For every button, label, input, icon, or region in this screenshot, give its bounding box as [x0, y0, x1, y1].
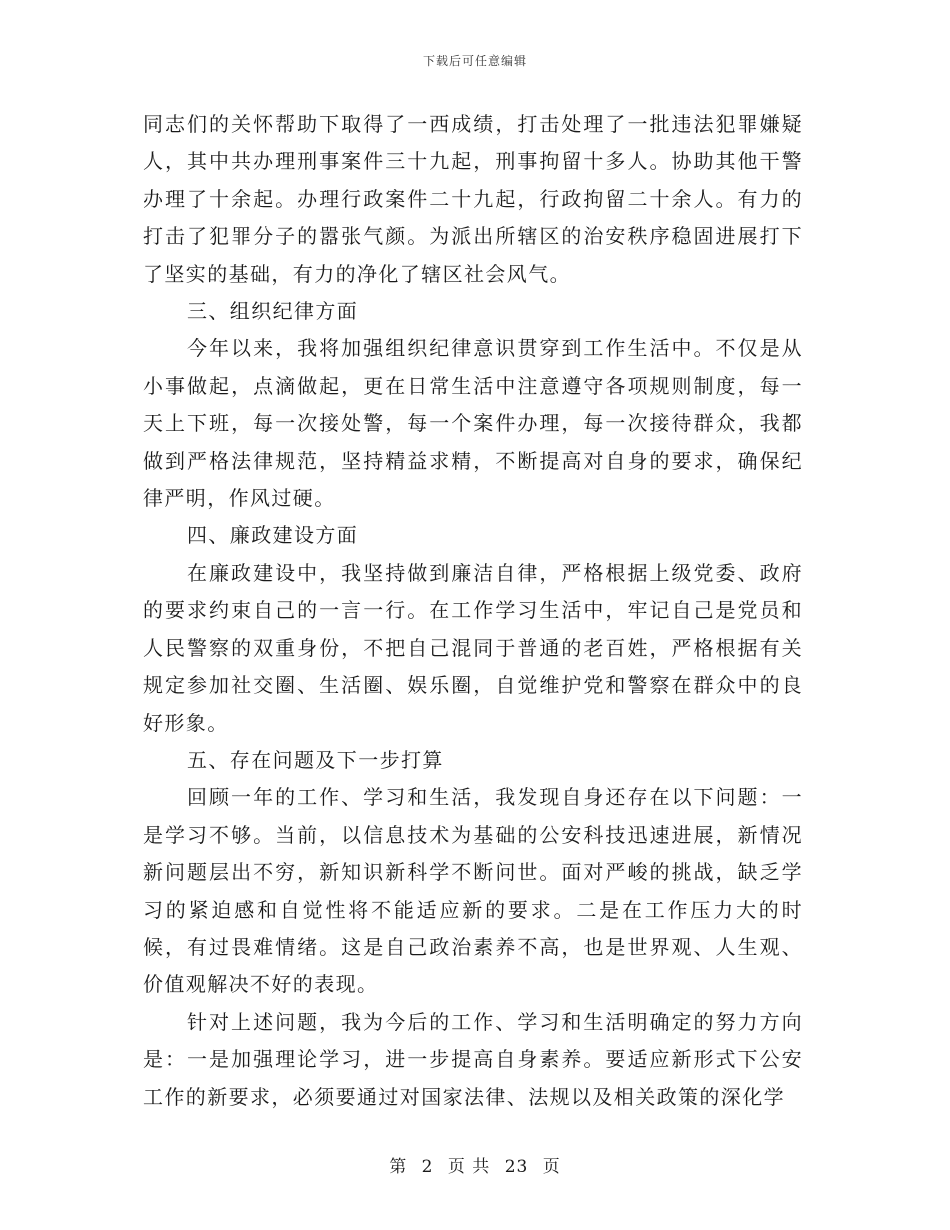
- section-heading: 五、存在问题及下一步打算: [187, 747, 444, 772]
- body-paragraph: 在廉政建设中，我坚持做到廉洁自律，严格根据上级党委、政府的要求约束自己的一言一行。在工作学习生活中，牢记自己是党员和人民警察的双重身份，不把自己混同于普通的老百姓，严格根据有关规定参加社交圈、生活圈、娱乐圈，自觉维护党和警察在群众中的良好形象。: [143, 560, 803, 735]
- page-footer: [0, 1152, 950, 1177]
- section-heading: 三、组织纪律方面: [187, 299, 359, 324]
- body-paragraph: 回顾一年的工作、学习和生活，我发现自身还存在以下问题：一是学习不够。当前，以信息技术为基础的公安科技迅速进展，新情况新问题层出不穷，新知识新科学不断问世。面对严峻的挑战，缺乏学习的紧迫感和自觉性将不能适应新的要求。二是在工作压力大的时候，有过畏难情绪。这是自己政治素养不高，也是世界观、人生观、价值观解决不好的表现。: [143, 785, 803, 997]
- header-text: 下载后可任意编辑: [422, 54, 527, 68]
- footer-suffix: 页: [542, 1157, 561, 1177]
- body-paragraph: 同志们的关怀帮助下取得了一西成绩，打击处理了一批违法犯罪嫌疑人，其中共办理刑事案件三十九起，刑事拘留十多人。协助其他干警办理了十余起。办理行政案件二十九起，行政拘留二十余人。有力的打击了犯罪分子的嚣张气颜。为派出所辖区的治安秩序稳固进展打下了坚实的基础，有力的净化了辖区社会风气。: [143, 112, 803, 286]
- section-heading: 四、廉政建设方面: [187, 523, 359, 548]
- footer-middle: 页 共: [447, 1157, 491, 1177]
- footer-prefix: 第: [389, 1157, 408, 1177]
- document-body: [143, 106, 803, 1116]
- total-pages-number: 23: [504, 1157, 529, 1177]
- body-paragraph: 今年以来，我将加强组织纪律意识贯穿到工作生活中。不仅是从小事做起，点滴做起，更在日常生活中注意遵守各项规则制度，每一天上下班，每一次接处警，每一个案件办理，每一次接待群众，我都做到严格法律规范，坚持精益求精，不断提高对自身的要求，确保纪律严明，作风过硬。: [143, 336, 803, 511]
- page-header: [0, 52, 950, 69]
- current-page-number: 2: [421, 1157, 434, 1177]
- body-paragraph: 针对上述问题，我为今后的工作、学习和生活明确定的努力方向是：一是加强理论学习，进一步提高自身素养。要适应新形式下公安工作的新要求，必须要通过对国家法律、法规以及相关政策的深化学: [143, 1009, 803, 1109]
